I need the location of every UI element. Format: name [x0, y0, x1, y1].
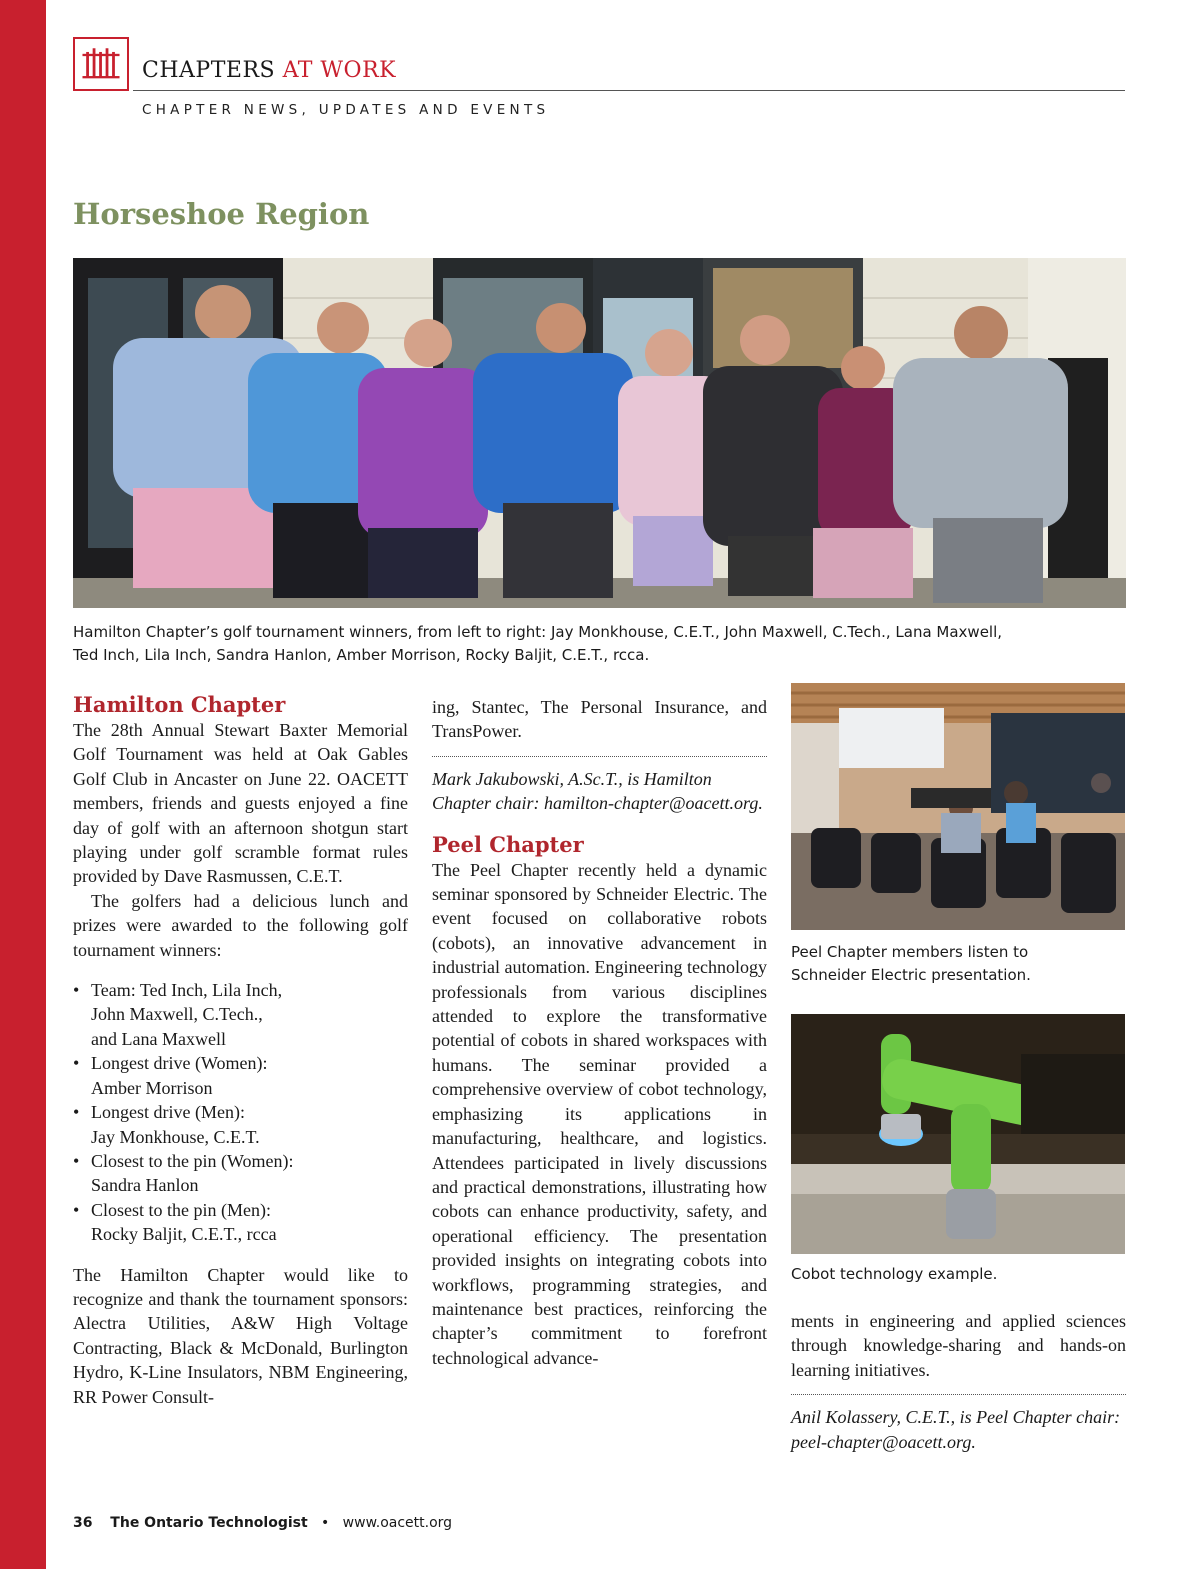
column-hamilton: [73, 692, 408, 1409]
winners-list: [73, 978, 408, 1246]
section-title: CHAPTERS AT WORK: [142, 58, 397, 83]
golf-group-photo: [73, 258, 1126, 608]
section-subtitle: CHAPTER NEWS, UPDATES AND EVENTS: [142, 102, 550, 118]
seminar-caption-line-1: Peel Chapter members listen to: [791, 943, 1029, 961]
hamilton-para-2: The golfers had a delicious lunch and prizes were awarded to the following golf tournament winners:: [73, 890, 408, 960]
hamilton-para-3: The Hamilton Chapter would like to recognize and thank the tournament sponsors: Alectra Utilities, A&W High Voltage Contracting, Black & McDonald, Burlington Hydro, K-Line Insulators, NBM Engineering, RR Power Consult-: [73, 1264, 408, 1407]
hamilton-para-1: The 28th Annual Stewart Baxter Memorial Golf Tournament was held at Oak Gables Golf Club in Ancaster on June 22. OACETT members, friends and guests enjoyed a fine day of golf with an afternoon shotgun start playing under golf scramble format rules provided by Dave Rasmussen, C.E.T.: [73, 720, 408, 887]
publication-name: The Ontario Technologist: [110, 1515, 308, 1531]
golf-caption-line-2: Ted Inch, Lila Inch, Sandra Hanlon, Amber Morrison, Rocky Baljit, C.E.T., rcca.: [73, 646, 650, 664]
winner-item: • Closest to the pin (Women): Sandra Hanlon: [73, 1149, 408, 1198]
column-peel: [432, 695, 767, 1370]
cobot-photo-caption: Cobot technology example.: [791, 1265, 998, 1283]
seminar-caption-line-2: Schneider Electric presentation.: [791, 966, 1031, 984]
winner-item: • Longest drive (Men): Jay Monkhouse, C.E.T.: [73, 1100, 408, 1149]
winner-item: • Longest drive (Women): Amber Morrison: [73, 1051, 408, 1100]
peel-para-1-continued: ments in engineering and applied sciences through knowledge-sharing and hands-on learning initiatives.: [791, 1311, 1126, 1380]
header-divider: [133, 90, 1125, 91]
peel-heading: Peel Chapter: [432, 831, 584, 857]
region-title: Horseshoe Region: [73, 197, 370, 231]
page-footer: [73, 1515, 452, 1531]
dotted-divider-2: [791, 1394, 1126, 1395]
hamilton-para-3-continued: ing, Stantec, The Personal Insurance, and TransPower.: [432, 697, 767, 742]
hamilton-chair-note: Mark Jakubowski, A.Sc.T., is Hamilton Chapter chair: hamilton-chapter@oacett.org.: [432, 768, 763, 814]
page-number: 36: [73, 1515, 93, 1531]
seminar-photo-caption: [791, 941, 1131, 987]
cobot-photo: [791, 1014, 1125, 1254]
oacett-logo: [73, 37, 129, 91]
footer-url[interactable]: www.oacett.org: [342, 1515, 453, 1531]
left-red-bar: [0, 0, 46, 1569]
seminar-photo: [791, 683, 1125, 930]
footer-separator: •: [321, 1515, 330, 1531]
peel-para-1: The Peel Chapter recently held a dynamic seminar sponsored by Schneider Electric. The event focused on collaborative robots (cobots), an innovative advancement in industrial automation. Engineering technology professionals from various disciplines attended to explore the transformative potential of cobots in shared workspaces with humans. The seminar provided a comprehensive overview of cobot technology, emphasizing its applications in manufacturing, healthcare, and logistics. Attendees participated in lively discussions and practical demonstrations, illustrating how cobots can enhance productivity, safety, and operational efficiency. The presentation provided insights on integrating cobots into workflows, programming strategies, and maintenance best practices, reinforcing the chapter’s commitment to forefront technological advance-: [432, 859, 767, 1368]
golf-photo-caption: [73, 621, 1133, 667]
section-title-accent: AT WORK: [282, 58, 397, 83]
peel-chair-note: Anil Kolassery, C.E.T., is Peel Chapter chair: peel-chapter@oacett.org.: [791, 1407, 1121, 1452]
winner-item: • Closest to the pin (Men): Rocky Baljit, C.E.T., rcca: [73, 1198, 408, 1247]
hamilton-heading: Hamilton Chapter: [73, 692, 286, 717]
column-peel-continued: [791, 1309, 1126, 1454]
winner-item: • Team: Ted Inch, Lila Inch, John Maxwell, C.Tech., and Lana Maxwell: [73, 978, 408, 1051]
golf-caption-line-1: Hamilton Chapter’s golf tournament winners, from left to right: Jay Monkhouse, C.E.T., John Maxwell, C.Tech., Lana Maxwell,: [73, 623, 1003, 641]
dotted-divider: [432, 756, 767, 757]
